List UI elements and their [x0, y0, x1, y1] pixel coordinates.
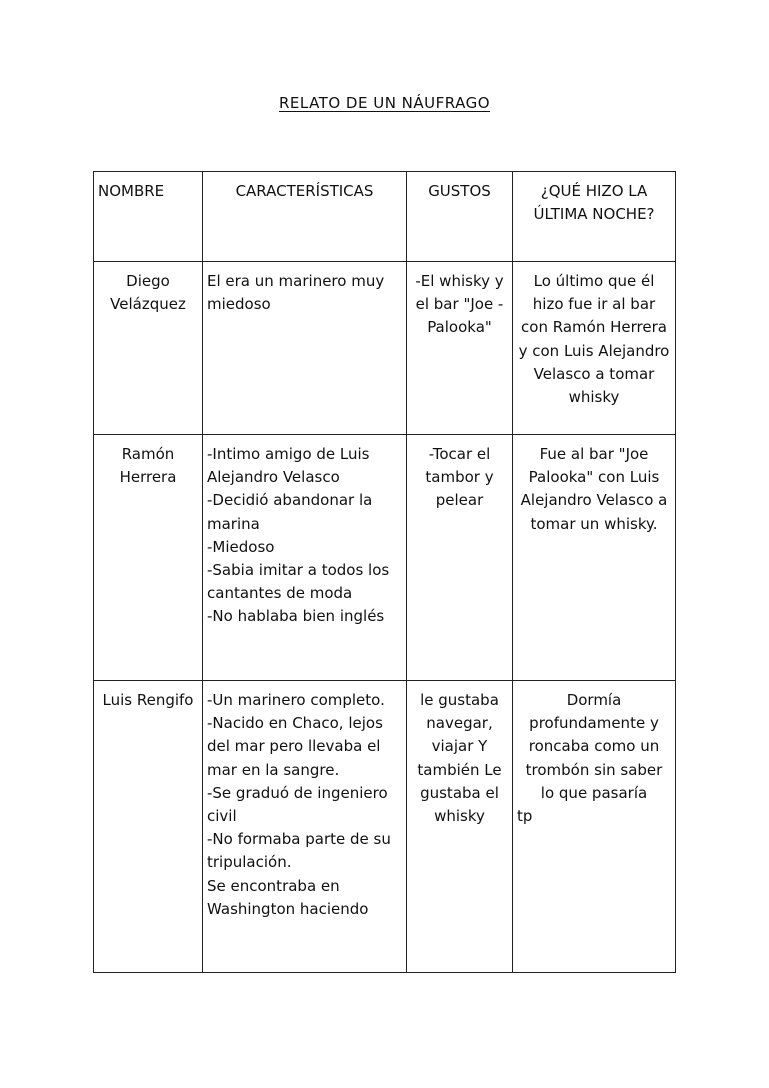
cell-nombre: Ramón Herrera	[94, 435, 203, 681]
table-header-row	[94, 172, 676, 262]
document-title: RELATO DE UN NÁUFRAGO	[278, 94, 491, 112]
characteristic-line: -Un marinero completo.	[207, 691, 385, 709]
header-ultima-noche: ¿QUÉ HIZO LA ÚLTIMA NOCHE?	[513, 172, 676, 262]
characters-table	[93, 171, 676, 973]
activity-line: Dormía profundamente y roncaba como un trombón sin saber lo que pasaría	[525, 691, 663, 802]
characteristic-line: El era un marinero muy miedoso	[207, 272, 385, 314]
cell-caracteristicas	[203, 435, 407, 681]
characteristic-line: Se encontraba en Washington haciendo	[207, 876, 369, 918]
characteristic-line: -Decidió abandonar la marina	[207, 491, 373, 533]
characteristic-line: -No formaba parte de su tripulación.	[207, 830, 391, 872]
cell-ultima-noche	[513, 262, 676, 435]
cell-ultima-noche	[513, 681, 676, 973]
activity-line: Fue al bar "Joe Palooka" con Luis Alejandro Velasco a tomar un whisky.	[520, 445, 668, 533]
characteristic-line: -Se graduó de ingeniero civil	[207, 783, 388, 826]
header-caracteristicas: CARACTERÍSTICAS	[203, 172, 407, 262]
table-row	[94, 435, 676, 681]
cell-caracteristicas	[203, 681, 407, 973]
cell-gustos: -Tocar el tambor y pelear	[407, 435, 513, 681]
header-gustos: GUSTOS	[407, 172, 513, 262]
header-nombre: NOMBRE	[94, 172, 203, 262]
characteristic-line: -Nacido en Chaco, lejos del mar pero llevaba el mar en la sangre.	[207, 714, 383, 779]
cell-ultima-noche	[513, 435, 676, 681]
activity-note: tp	[517, 807, 533, 826]
characteristic-line: -Sabia imitar a todos los cantantes de moda	[207, 561, 390, 603]
characteristic-line: -Intimo amigo de Luis Alejandro Velasco	[207, 445, 370, 487]
table-row	[94, 681, 676, 973]
cell-nombre: Diego Velázquez	[94, 262, 203, 435]
characteristic-line: -No hablaba bien inglés	[207, 607, 385, 626]
cell-caracteristicas	[203, 262, 407, 435]
cell-gustos: le gustaba navegar, viajar Y también Le gustaba el whisky	[407, 681, 513, 973]
cell-gustos: -El whisky y el bar "Joe - Palooka"	[407, 262, 513, 435]
table-row	[94, 262, 676, 435]
characteristic-line: -Miedoso	[207, 537, 275, 556]
cell-nombre: Luis Rengifo	[94, 681, 203, 973]
activity-line: Lo último que él hizo fue ir al bar con Ramón Herrera y con Luis Alejandro Velasco a tomar whisky	[518, 272, 670, 407]
